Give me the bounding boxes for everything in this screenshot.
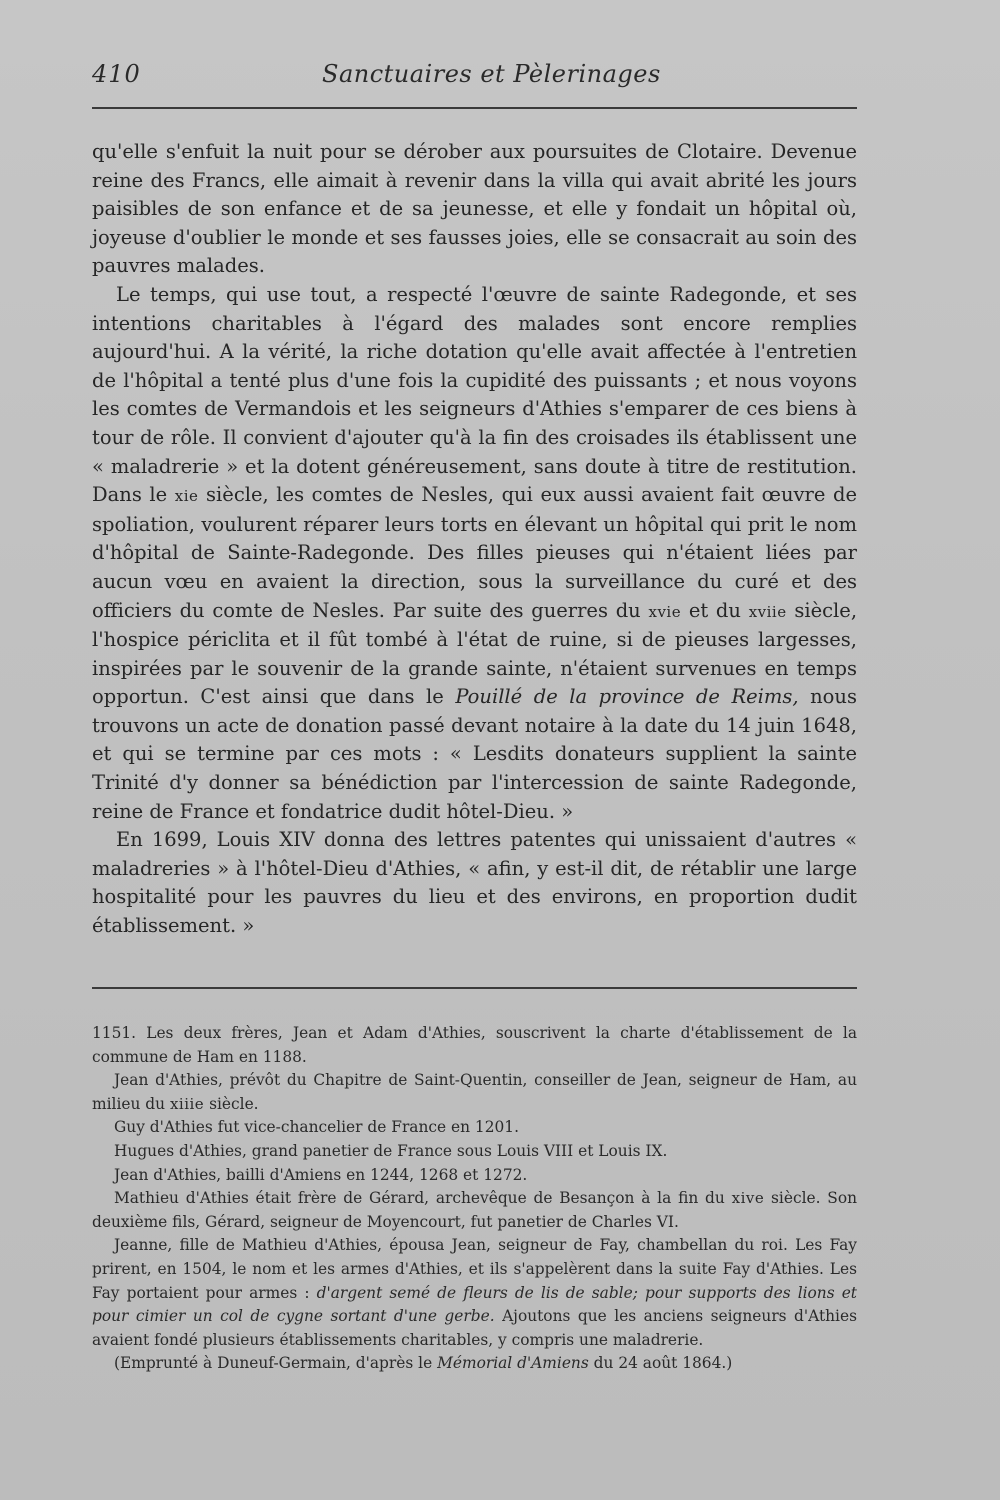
century-xie: xie: [174, 487, 199, 506]
century-xvie: xvie: [648, 602, 682, 621]
footnote-3: Guy d'Athies fut vice-chancelier de France en 1201.: [114, 1118, 519, 1137]
paragraph-2-part-e: nous trouvons un acte de donation passé devant notaire à la date du 14 juin 1648, et qui se termine par ces mots : « Lesdits donateurs supplient la sainte Trinité d'y donner sa bénédiction par l'intercession de sainte Radegonde, reine de France et fondatrice dudit hôtel-Dieu. »: [92, 685, 857, 823]
footnote-2-part-a: Jean d'Athies, prévôt du Chapitre de Saint-Quentin, conseiller de Jean, seigneur de Ham, au milieu du: [92, 1071, 857, 1113]
running-title: Sanctuaires et Pèlerinages: [322, 60, 661, 88]
footnote-2: [92, 1069, 857, 1116]
paragraph-2-part-d: siècle, l'hospice périclita et il fût tombé à l'état de ruine, si de pieuses largesses, inspirées par le souvenir de la grande sainte, n'étaient survenues en temps opportun. C'est ainsi que dans le: [92, 598, 858, 709]
century-xviie: xviie: [748, 602, 787, 621]
header-rule: [92, 107, 857, 109]
footnote-7: [92, 1234, 857, 1352]
footnote-6: [92, 1187, 857, 1234]
pouille-title: Pouillé de la province de Reims,: [455, 685, 799, 709]
page-header: [92, 60, 857, 100]
footnote-8-part-b: du 24 août 1864.): [593, 1354, 733, 1373]
paragraph-2-part-c: et du: [688, 598, 741, 622]
footnote-8-part-a: (Emprunté à Duneuf-Germain, d'après le: [114, 1354, 433, 1373]
memorial-title: Mémorial d'Amiens: [437, 1354, 589, 1373]
footnotes: [92, 1022, 857, 1376]
main-text: [92, 138, 857, 941]
paragraph-3: En 1699, Louis XIV donna des lettres patentes qui unissaient d'autres « maladreries » à l'hôtel-Dieu d'Athies, « afin, y est-il dit, de rétablir une large hospitalité pour les pauvres du lieu et des environs, en proportion dudit établissement. »: [92, 828, 857, 938]
paragraph-1: qu'elle s'enfuit la nuit pour se dérober aux poursuites de Clotaire. Devenue reine des Francs, elle aimait à revenir dans la villa qui avait abrité les jours paisibles de son enfance et de sa jeunesse, et elle y fondait un hôpital où, joyeuse d'oublier le monde et ses fausses joies, elle se consacrait au soin des pauvres malades.: [92, 140, 857, 278]
footnote-8: [92, 1352, 857, 1376]
footnote-7-part-b: Ajoutons que les anciens seigneurs d'Athies avaient fondé plusieurs établissements charitables, y compris une maladrerie.: [92, 1307, 857, 1349]
century-xive: xive: [731, 1189, 765, 1208]
paragraph-2-part-a: Le temps, qui use tout, a respecté l'œuvre de sainte Radegonde, et ses intentions charitables à l'égard des malades sont encore remplies aujourd'hui. A la vérité, la riche dotation qu'elle avait affectée à l'entretien de l'hôpital a tenté plus d'une fois la cupidité des puissants ; et nous voyons les comtes de Vermandois et les seigneurs d'Athies s'emparer de ces biens à tour de rôle. Il convient d'ajouter qu'à la fin des croisades ils établissent une « maladrerie » et la dotent généreusement, sans doute à titre de restitution. Dans le: [92, 282, 857, 507]
paragraph-2: [92, 281, 857, 826]
page-number: 410: [92, 60, 141, 88]
armorial-description: d'argent semé de fleurs de lis de sable; pour supports des lions et pour cimier un col de cygne sortant d'une gerbe.: [92, 1283, 857, 1326]
footnote-4: Hugues d'Athies, grand panetier de France sous Louis VIII et Louis IX.: [114, 1141, 668, 1160]
paragraph-2-part-b: siècle, les comtes de Nesles, qui eux aussi avaient fait œuvre de spoliation, voulurent réparer leurs torts en élevant un hôpital qui prit le nom d'hôpital de Sainte-Radegonde. Des filles pieuses qui n'étaient liées par aucun vœu en avaient la direction, sous la surveillance du curé et des officiers du comte de Nesles. Par suite des guerres du: [92, 483, 858, 622]
footnote-7-part-a: Jeanne, fille de Mathieu d'Athies, épousa Jean, seigneur de Fay, chambellan du roi. Les Fay prirent, en 1504, le nom et les armes d'Athies, et ils s'appelèrent dans la suite Fay d'Athies. Les Fay portaient pour armes :: [92, 1236, 857, 1302]
footnote-6-part-b: siècle. Son deuxième fils, Gérard, seigneur de Moyencourt, fut panetier de Charles VI.: [92, 1189, 857, 1231]
century-xiiie: xiiie: [169, 1094, 205, 1113]
footnote-2-part-b: siècle.: [209, 1094, 259, 1113]
footnote-5: Jean d'Athies, bailli d'Amiens en 1244, 1268 et 1272.: [114, 1165, 528, 1184]
footnote-rule: [92, 987, 857, 989]
footnote-1: 1151. Les deux frères, Jean et Adam d'Athies, souscrivent la charte d'établissement de la commune de Ham en 1188.: [92, 1024, 857, 1066]
footnote-6-part-a: Mathieu d'Athies était frère de Gérard, archevêque de Besançon à la fin du: [114, 1189, 725, 1208]
